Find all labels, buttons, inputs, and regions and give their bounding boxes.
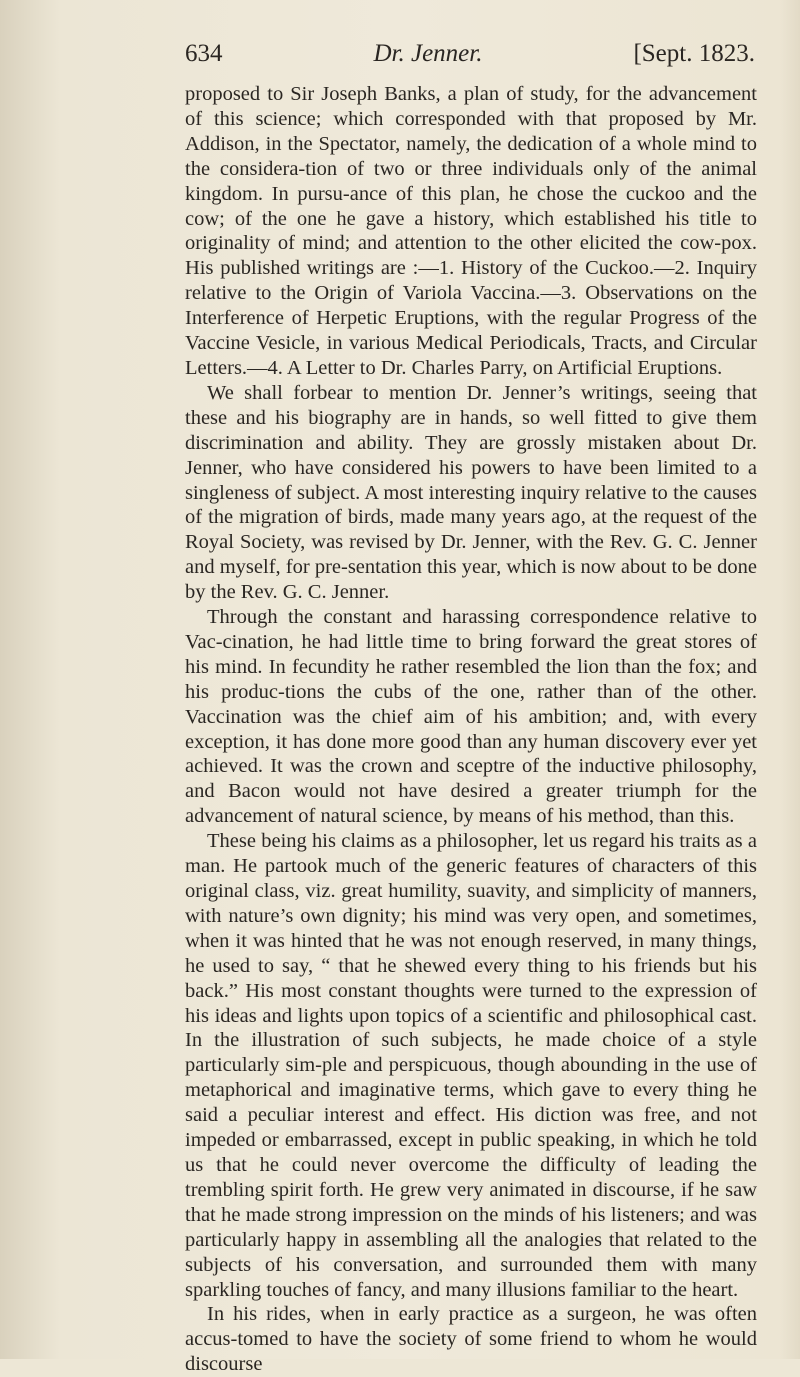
running-title: Dr. Jenner. bbox=[373, 40, 483, 67]
paragraph: These being his claims as a philosopher, let us regard his traits as a man. He partook much of the generic features of characters of this original class, viz. great humility, suavity, and simplicity of manners, with nature’s own dignity; his mind was very open, and sometimes, when it was hinted that he was not enough reserved, in many things, he used to say, “ that he shewed every thing to his friends but his back.” His most constant thoughts were turned to the expression of his ideas and lights upon topics of a scientific and philosophical cast. In the illustration of such subjects, he made choice of a style particularly sim-ple and perspicuous, though abounding in the use of metaphorical and imaginative terms, which gave to every thing he said a peculiar interest and effect. His diction was free, and not impeded or embarrassed, except in public speaking, in which he told us that he could never overcome the difficulty of leading the trembling spirit forth. He grew very animated in discourse, if he saw that he made strong impression on the minds of his listeners; and was particularly happy in assembling all the analogies that related to the subjects of his conversation, and surrounded them with many sparkling touches of fancy, and many illusions familiar to the heart. bbox=[185, 830, 757, 1301]
page-number: 634 bbox=[185, 40, 223, 67]
paragraph: Through the constant and harassing correspondence relative to Vac-cination, he had little time to bring forward the great stores of his mind. In fecundity he rather resembled the lion than the fox; and his produc-tions the cubs of the one, rather than of the other. Vaccination was the chief aim of his ambition; and, with every exception, it has done more good than any human discovery ever yet achieved. It was the crown and sceptre of the inductive philosophy, and Bacon would not have desired a greater triumph for the advancement of natural science, by means of his method, than this. bbox=[185, 606, 757, 828]
header-date: [Sept. 1823. bbox=[633, 40, 755, 67]
paragraph: We shall forbear to mention Dr. Jenner’s writings, seeing that these and his biography are in hands, so well fitted to give them discrimination and ability. They are grossly mistaken about Dr. Jenner, who have considered his powers to have been limited to a singleness of subject. A most interesting inquiry relative to the causes of the migration of birds, made many years ago, at the request of the Royal Society, was revised by Dr. Jenner, with the Rev. G. C. Jenner and myself, for pre-sentation this year, which is now about to be done by the Rev. G. C. Jenner. bbox=[185, 381, 757, 604]
body-text bbox=[185, 82, 757, 1377]
running-header bbox=[185, 40, 755, 70]
paragraph: In his rides, when in early practice as a surgeon, he was often accus-tomed to have the society of some friend to whom he would discourse bbox=[185, 1303, 757, 1376]
paragraph: proposed to Sir Joseph Banks, a plan of study, for the advancement of this science; which corresponded with that proposed by Mr. Addison, in the Spectator, namely, the dedication of a whole mind to the considera-tion of two or three individuals only of the animal kingdom. In pursu-ance of this plan, he chose the cuckoo and the cow; of the one he gave a history, which established his title to originality of mind; and attention to the other elicited the cow-pox. His published writings are :—1. History of the Cuckoo.—2. Inquiry relative to the Origin of Variola Vaccina.—3. Observations on the Interference of Herpetic Eruptions, with the regular Progress of the Vaccine Vesicle, in various Medical Periodicals, Tracts, and Circular Letters.—4. A Letter to Dr. Charles Parry, on Artificial Eruptions. bbox=[185, 83, 757, 379]
